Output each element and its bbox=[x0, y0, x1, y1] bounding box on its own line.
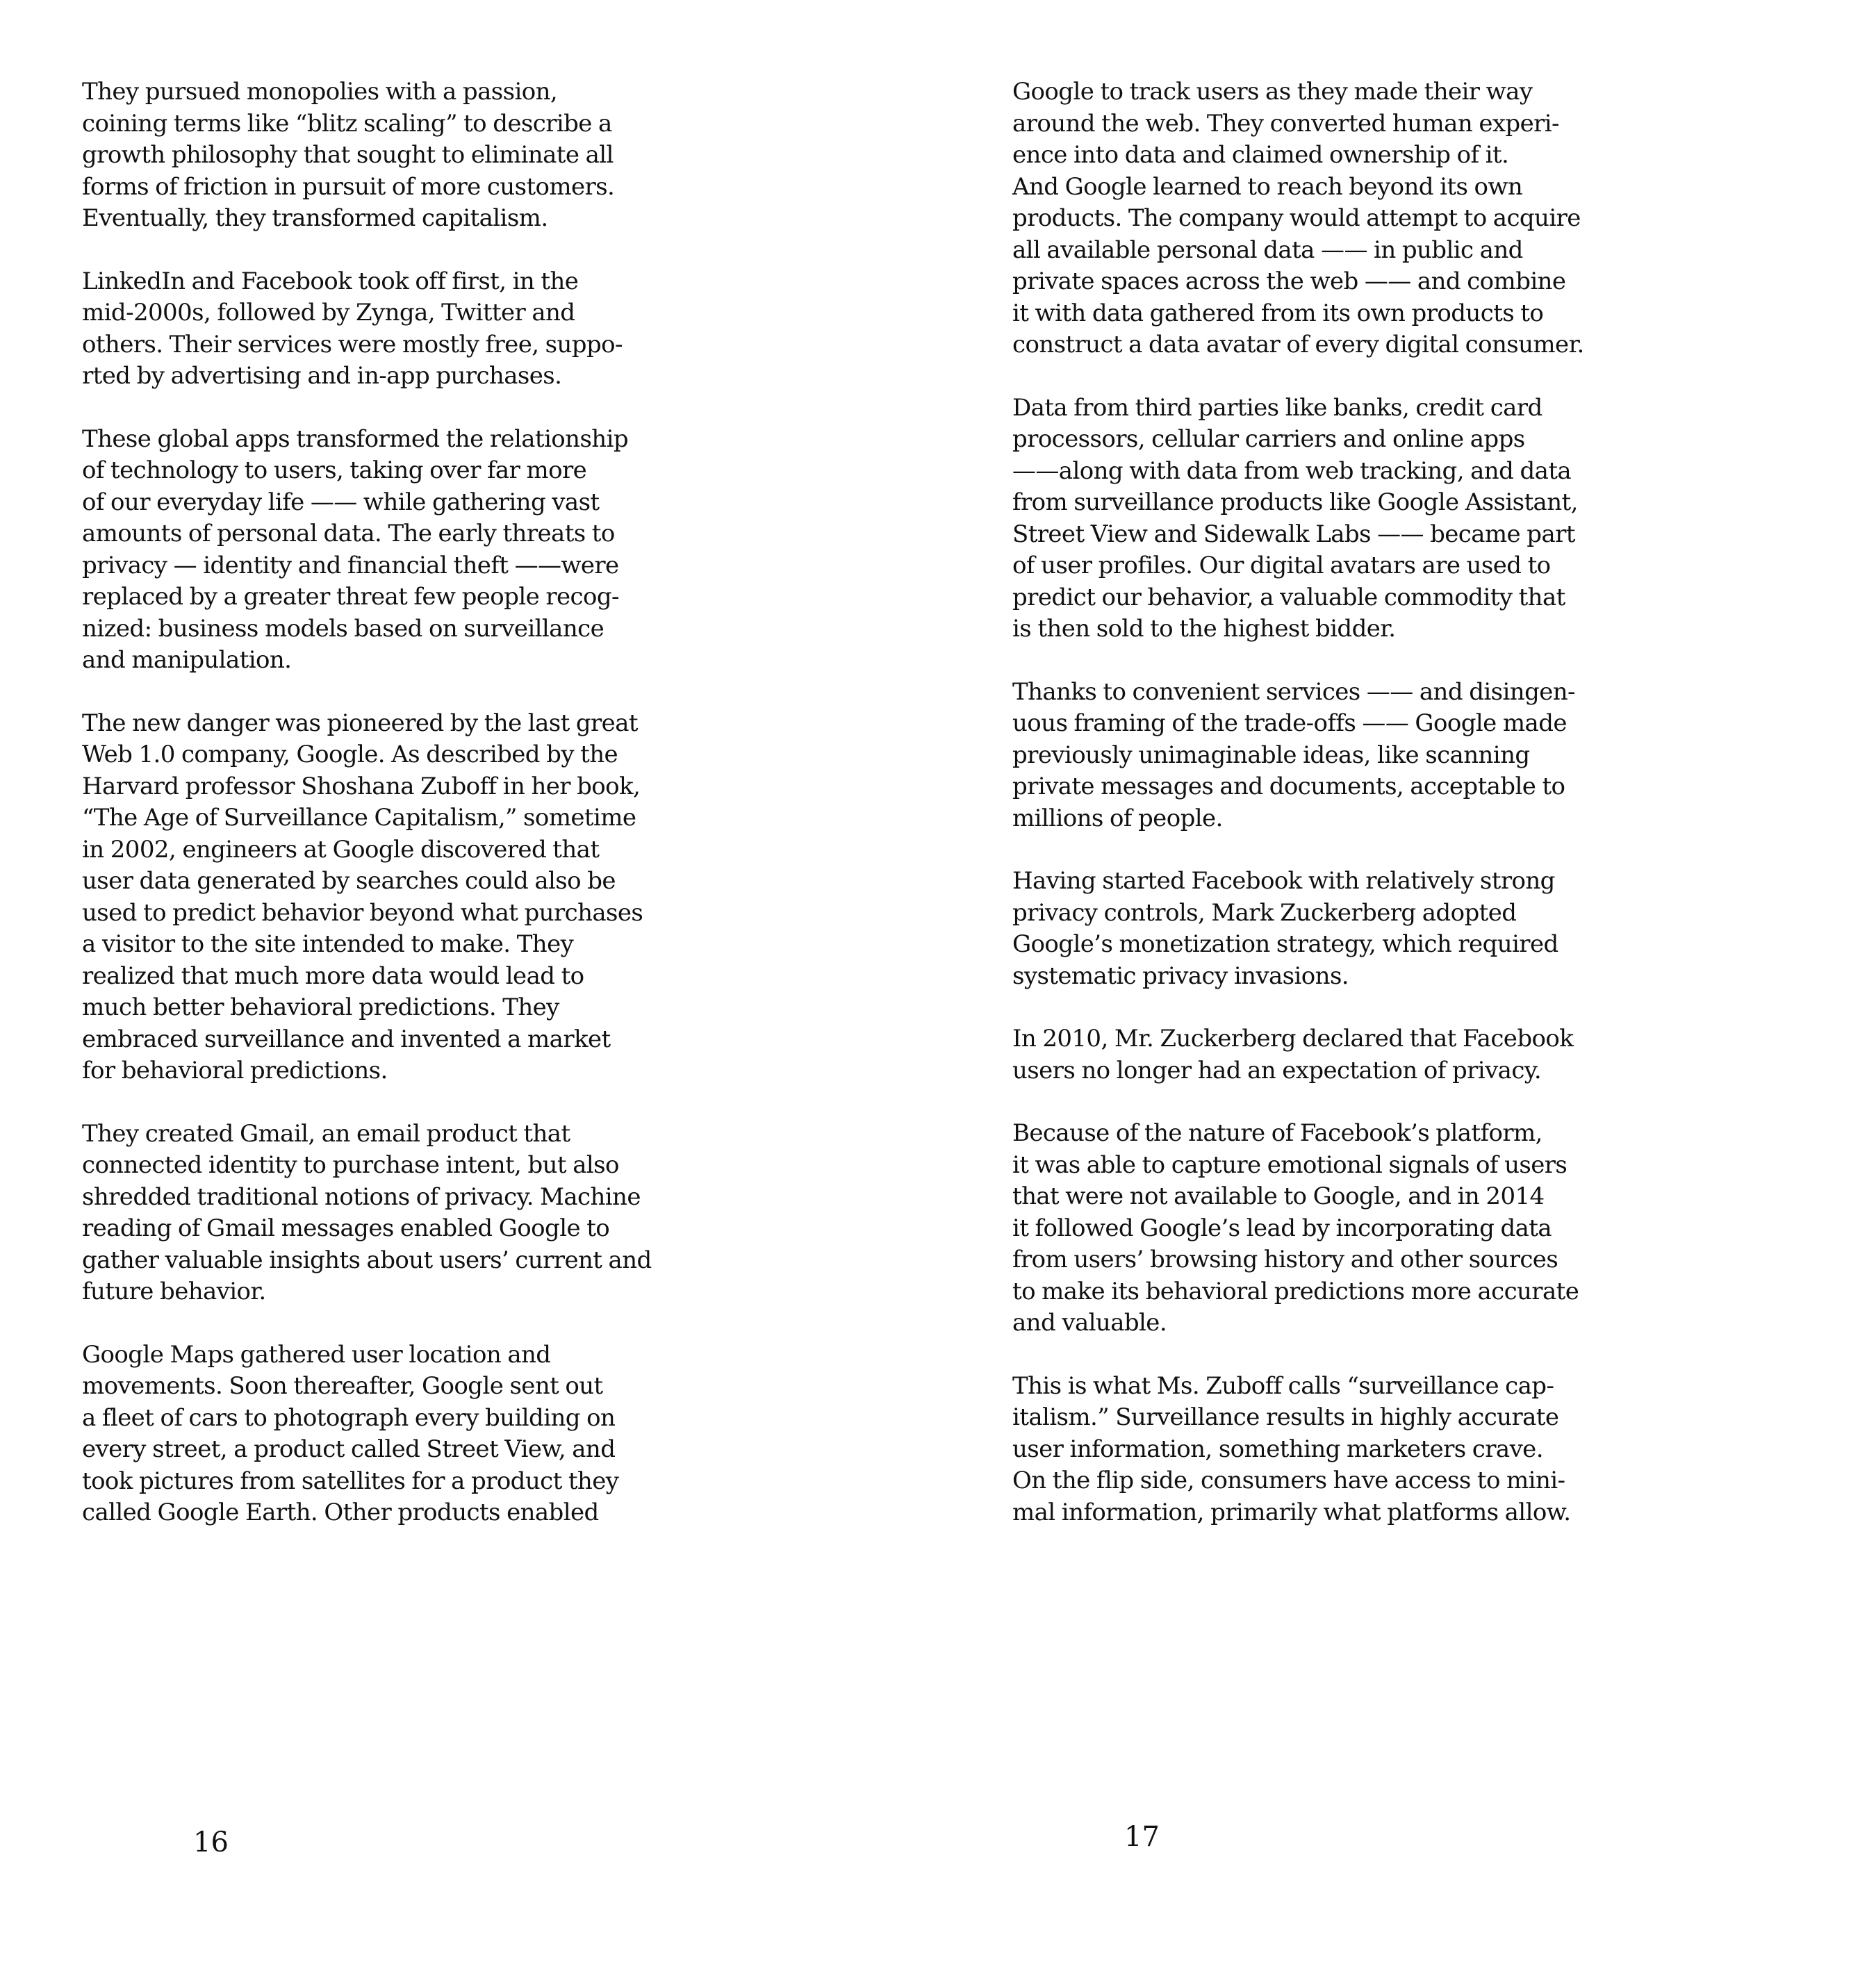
text-line: previously unimaginable ideas, like scanning bbox=[1012, 741, 1530, 769]
text-line: Data from third parties like banks, credit card bbox=[1012, 393, 1542, 422]
text-line: realized that much more data would lead to bbox=[82, 962, 584, 990]
text-line: rted by advertising and in-app purchases. bbox=[82, 362, 562, 390]
text-line: it was able to capture emotional signals of users bbox=[1012, 1150, 1568, 1179]
paragraph bbox=[1012, 1371, 1571, 1529]
text-line: amounts of personal data. The early threats to bbox=[82, 520, 615, 547]
text-line: They created Gmail, an email product that bbox=[82, 1119, 570, 1148]
text-line: from users’ browsing history and other sources bbox=[1012, 1246, 1558, 1273]
text-line: The new danger was pioneered by the last great bbox=[82, 709, 638, 737]
text-line: shredded traditional notions of privacy. Machine bbox=[82, 1182, 641, 1211]
text-line: a visitor to the site intended to make. They bbox=[82, 930, 574, 958]
left-text-column bbox=[82, 76, 652, 1560]
page-number-left: 16 bbox=[193, 1826, 229, 1858]
text-line: Because of the nature of Facebook’s platform, bbox=[1012, 1119, 1542, 1147]
text-line: every street, a product called Street View, and bbox=[82, 1435, 616, 1463]
paragraph bbox=[82, 76, 631, 235]
text-line: of user profiles. Our digital avatars are used to bbox=[1012, 552, 1551, 579]
text-line: privacy controls, Mark Zuckerberg adopted bbox=[1012, 898, 1517, 927]
text-line: processors, cellular carriers and online apps bbox=[1012, 425, 1525, 453]
text-line: for behavioral predictions. bbox=[82, 1057, 388, 1084]
right-page bbox=[938, 0, 1876, 1980]
text-line: private spaces across the web —— and combine bbox=[1012, 267, 1566, 295]
text-line: much better behavioral predictions. They bbox=[82, 993, 559, 1021]
text-line: a fleet of cars to photograph every building on bbox=[82, 1403, 616, 1432]
text-line: nized: business models based on surveillance bbox=[82, 614, 604, 643]
text-line: Having started Facebook with relatively strong bbox=[1012, 867, 1555, 895]
text-line: Eventually, they transformed capitalism. bbox=[82, 204, 548, 232]
text-line: construct a data avatar of every digital consumer. bbox=[1012, 331, 1584, 358]
text-line: movements. Soon thereafter, Google sent out bbox=[82, 1372, 603, 1400]
paragraph bbox=[1012, 1023, 1574, 1087]
text-line: mal information, primarily what platforms allow. bbox=[1012, 1498, 1571, 1526]
text-line: took pictures from satellites for a product they bbox=[82, 1467, 619, 1495]
text-line: They pursued monopolies with a passion, bbox=[82, 78, 558, 106]
text-line: These global apps transformed the relationship bbox=[82, 424, 629, 453]
text-line: used to predict behavior beyond what purchases bbox=[82, 898, 643, 927]
text-line: millions of people. bbox=[1012, 804, 1223, 832]
text-line: On the flip side, consumers have access to mini- bbox=[1012, 1467, 1565, 1494]
text-line: growth philosophy that sought to eliminate all bbox=[82, 141, 614, 169]
text-line: embraced surveillance and invented a market bbox=[82, 1025, 611, 1053]
text-line: of technology to users, taking over far more bbox=[82, 456, 587, 484]
paragraph bbox=[82, 708, 643, 1087]
text-line: called Google Earth. Other products enabled bbox=[82, 1499, 599, 1526]
text-line: in 2002, engineers at Google discovered that bbox=[82, 835, 600, 864]
text-line: “The Age of Surveillance Capitalism,” sometime bbox=[82, 804, 636, 832]
text-line: is then sold to the highest bidder. bbox=[1012, 615, 1396, 643]
paragraph bbox=[1012, 1118, 1579, 1339]
right-text-column bbox=[1012, 76, 1584, 1560]
text-line: In 2010, Mr. Zuckerberg declared that Facebook bbox=[1012, 1025, 1574, 1053]
text-line: around the web. They converted human experi- bbox=[1012, 109, 1559, 138]
text-line: mid-2000s, followed by Zynga, Twitter and bbox=[82, 299, 575, 327]
text-line: And Google learned to reach beyond its own bbox=[1012, 172, 1523, 201]
text-line: user data generated by searches could also be bbox=[82, 867, 616, 895]
paragraph bbox=[82, 424, 631, 677]
text-line: products. The company would attempt to acquire bbox=[1012, 204, 1581, 232]
text-line: Harvard professor Shoshana Zuboff in her book, bbox=[82, 772, 641, 800]
paragraph bbox=[82, 266, 631, 393]
text-line: that were not available to Google, and in 2014 bbox=[1012, 1182, 1545, 1210]
text-line: user information, something marketers crave. bbox=[1012, 1435, 1543, 1463]
paragraph bbox=[1012, 677, 1575, 835]
paragraph bbox=[82, 1339, 631, 1529]
text-line: italism.” Surveillance results in highly accurate bbox=[1012, 1403, 1559, 1431]
text-line: Google’s monetization strategy, which required bbox=[1012, 930, 1558, 958]
text-line: it with data gathered from its own products to bbox=[1012, 299, 1544, 327]
text-line: LinkedIn and Facebook took off first, in the bbox=[82, 267, 579, 295]
text-line: to make its behavioral predictions more accurate bbox=[1012, 1277, 1579, 1305]
text-line: privacy — identity and financial theft ——were bbox=[82, 551, 619, 579]
text-line: users no longer had an expectation of privacy. bbox=[1012, 1056, 1542, 1084]
text-line: Google to track users as they made their way bbox=[1012, 78, 1533, 106]
text-line: reading of Gmail messages enabled Google to bbox=[82, 1214, 610, 1242]
text-line: and valuable. bbox=[1012, 1309, 1167, 1337]
text-line: connected identity to purchase intent, but also bbox=[82, 1151, 619, 1179]
text-line: from surveillance products like Google Assistant, bbox=[1012, 488, 1578, 516]
text-line: future behavior. bbox=[82, 1278, 266, 1305]
paragraph bbox=[82, 1119, 652, 1308]
text-line: private messages and documents, acceptable to bbox=[1012, 773, 1565, 800]
text-line: all available personal data —— in public and bbox=[1012, 236, 1523, 264]
page-number-right: 17 bbox=[1124, 1821, 1160, 1853]
text-line: predict our behavior, a valuable commodity that bbox=[1012, 583, 1565, 611]
text-line: Thanks to convenient services —— and disingen- bbox=[1012, 677, 1575, 706]
text-line: and manipulation. bbox=[82, 646, 292, 674]
text-line: of our everyday life —— while gathering vast bbox=[82, 488, 600, 516]
text-line: ence into data and claimed ownership of it. bbox=[1012, 141, 1509, 169]
text-line: it followed Google’s lead by incorporating data bbox=[1012, 1214, 1552, 1242]
paragraph bbox=[1012, 76, 1584, 361]
text-line: gather valuable insights about users’ current and bbox=[82, 1246, 652, 1274]
text-line: This is what Ms. Zuboff calls “surveillance cap- bbox=[1012, 1371, 1554, 1400]
text-line: uous framing of the trade-offs —— Google made bbox=[1012, 709, 1567, 737]
text-line: others. Their services were mostly free, suppo- bbox=[82, 330, 623, 358]
text-line: Google Maps gathered user location and bbox=[82, 1340, 551, 1369]
text-line: ——along with data from web tracking, and data bbox=[1012, 456, 1572, 485]
text-line: replaced by a greater threat few people recog- bbox=[82, 583, 619, 611]
text-line: forms of friction in pursuit of more customers. bbox=[82, 172, 615, 201]
text-line: coining terms like “blitz scaling” to describe a bbox=[82, 109, 612, 138]
paragraph bbox=[1012, 866, 1561, 992]
text-line: systematic privacy invasions. bbox=[1012, 962, 1349, 990]
text-line: Web 1.0 company, Google. As described by the bbox=[82, 741, 618, 768]
paragraph bbox=[1012, 393, 1578, 645]
text-line: Street View and Sidewalk Labs —— became part bbox=[1012, 520, 1575, 548]
